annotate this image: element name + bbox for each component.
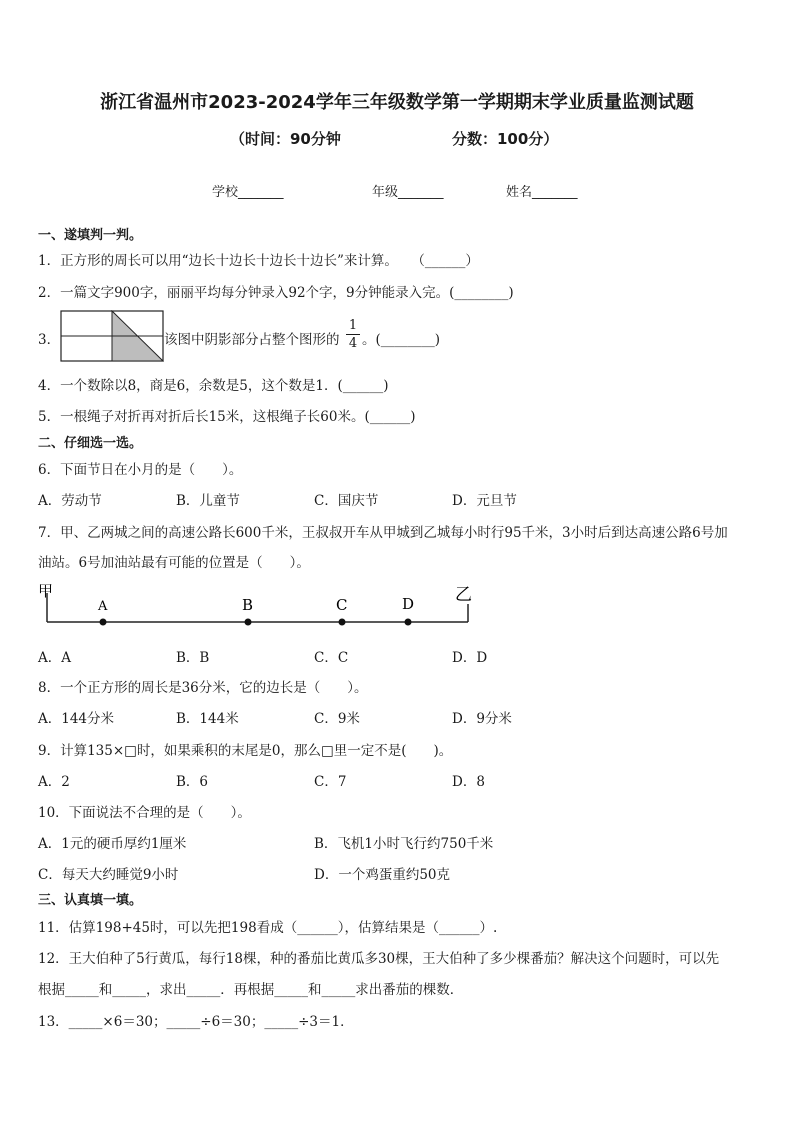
question-2: 2．一篇文字900字，丽丽平均每分钟录入92个字，9分钟能录入完。(________)	[38, 285, 514, 301]
question-13: 13．_____×6＝30；_____÷6＝30；_____÷3＝1．	[38, 1014, 354, 1030]
q8-option-b: B．144米	[176, 711, 239, 727]
point-b-label: B	[242, 596, 254, 614]
q8-option-a: A．144分米	[38, 711, 115, 727]
fraction-denominator: 4	[348, 336, 358, 351]
question-7-line-1: 7．甲、乙两城之间的高速公路长600千米，王叔叔开车从甲城到乙城每小时行95千米，3小时后到达高速公路6号加	[38, 525, 728, 541]
q9-option-a: A．2	[38, 774, 70, 790]
question-12-line-1: 12．王大伯种了5行黄瓜，每行18棵，种的番茄比黄瓜多30棵，王大伯种了多少棵番茄？解决这个问题时，可以先	[38, 951, 720, 967]
q6-option-a: A．劳动节	[38, 493, 102, 509]
section-1-heading: 一、遂填判一判。	[38, 228, 143, 243]
section-2-heading: 二、仔细选一选。	[38, 436, 143, 451]
question-3-fraction	[344, 318, 362, 351]
q7-option-a: A．A	[38, 650, 71, 666]
city-yi-label: 乙	[455, 585, 472, 605]
point-a	[100, 619, 107, 626]
q7-option-d: D．D	[452, 650, 488, 666]
road-diagram	[30, 580, 480, 632]
q10-option-b: B．飞机1小时飞行约750千米	[314, 836, 494, 852]
q8-option-c: C．9米	[314, 711, 360, 727]
point-c	[339, 619, 346, 626]
q6-option-b: B．儿童节	[176, 493, 240, 509]
point-d	[405, 619, 412, 626]
point-a-label: A	[98, 599, 108, 614]
question-10: 10．下面说法不合理的是（ ）。	[38, 805, 251, 821]
question-4: 4．一个数除以8，商是6，余数是5，这个数是1．(______)	[38, 378, 389, 394]
q7-option-b: B．B	[176, 650, 210, 666]
question-12-line-2: 根据_____和_____，求出_____．再根据_____和_____求出番茄的棵数．	[38, 982, 464, 998]
q6-option-c: C．国庆节	[314, 493, 379, 509]
question-7-line-2: 油站。6号加油站最有可能的位置是（ ）。	[38, 555, 310, 571]
q9-option-d: D．8	[452, 774, 485, 790]
point-b	[245, 619, 252, 626]
grade-field: 年级_______	[372, 185, 444, 200]
fraction-numerator: 1	[348, 318, 358, 333]
question-1: 1．正方形的周长可以用“边长十边长十边长十边长”来计算。 （______）	[38, 253, 479, 269]
exam-score: 分数：100分）	[452, 130, 559, 148]
q9-option-b: B．6	[176, 774, 209, 790]
question-6: 6．下面节日在小月的是（ ）。	[38, 462, 243, 478]
question-3-figure	[60, 310, 164, 362]
point-c-label: C	[336, 596, 348, 614]
question-3-number: 3．	[38, 332, 61, 348]
q10-option-a: A．1元的硬币厚约1厘米	[38, 836, 187, 852]
question-5: 5．一根绳子对折再对折后长15米，这根绳子长60米。(______)	[38, 409, 416, 425]
q7-option-c: C．C	[314, 650, 349, 666]
q6-option-d: D．元旦节	[452, 493, 517, 509]
q10-option-c: C．每天大约睡觉9小时	[38, 867, 179, 883]
city-jia-label: 甲	[38, 582, 54, 600]
section-3-heading: 三、认真填一填。	[38, 893, 143, 908]
question-11: 11．估算198+45时，可以先把198看成（______），估算结果是（______）.	[38, 920, 498, 936]
q10-option-d: D．一个鸡蛋重约50克	[314, 867, 451, 883]
question-9: 9．计算135×□时，如果乘积的末尾是0，那么□里一定不是( )。	[38, 743, 453, 759]
q8-option-d: D．9分米	[452, 711, 512, 727]
question-3-text: 该图中阴影部分占整个图形的	[164, 332, 340, 348]
exam-time: （时间：90分钟	[230, 130, 341, 148]
school-field: 学校_______	[212, 185, 284, 200]
name-field: 姓名_______	[506, 185, 578, 200]
question-8: 8．一个正方形的周长是36分米，它的边长是（ ）。	[38, 680, 368, 696]
page-title: 浙江省温州市2023-2024学年三年级数学第一学期期末学业质量监测试题	[100, 92, 694, 113]
q9-option-c: C．7	[314, 774, 347, 790]
point-d-label: D	[402, 595, 415, 613]
question-3-tail: 。(________)	[362, 332, 441, 348]
